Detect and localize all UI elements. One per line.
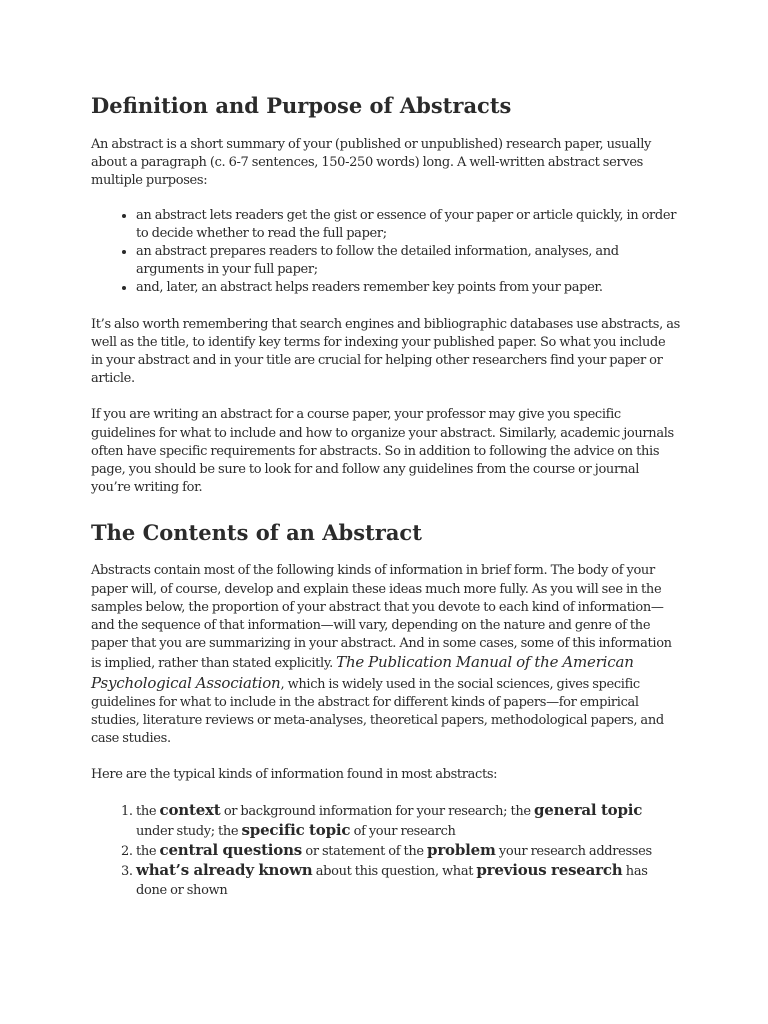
list-text: or statement of the — [302, 844, 428, 860]
section-heading-contents: The Contents of an Abstract — [91, 520, 422, 546]
key-term: general topic — [534, 800, 643, 819]
contents-text-part: , which is widely used in the social sciences, gives specific guidelines for what to include in the abstract for different kinds of papers—for empirical studies, literature reviews or meta-analyses, theoretical papers, methodological papers, and case studies. — [91, 676, 664, 747]
key-term: problem — [427, 841, 496, 860]
intro-paragraph: An abstract is a short summary of your (published or unpublished) research paper, usually about a paragraph (c. 6-7 sentences, 150-250 words) long. A well-written abstract serves multiple purposes: — [91, 137, 651, 189]
purpose-item: • and, later, an abstract helps readers remember key points from your paper. — [136, 279, 680, 297]
key-term: central questions — [159, 841, 303, 860]
list-text: or background information for your research; the — [220, 803, 535, 819]
list-text: your research addresses — [495, 844, 652, 860]
key-term: specific topic — [241, 820, 351, 839]
list-text: about this question, what — [312, 864, 477, 880]
key-term: what’s already known — [136, 861, 313, 880]
list-item-questions — [136, 841, 680, 861]
list-item-known — [136, 861, 680, 899]
list-text: of your research — [350, 823, 456, 839]
search-engines-paragraph: It’s also worth remembering that search engines and bibliographic databases use abstracts, as well as the title, to identify key terms for indexing your published paper. So what you include in your abstract and in your title are crucial for helping other researchers find your paper or article. — [91, 316, 680, 387]
contents-paragraph — [91, 562, 680, 748]
key-term: previous research — [476, 861, 623, 880]
typical-info-paragraph: Here are the typical kinds of information found in most abstracts: — [91, 767, 498, 783]
key-term: context — [159, 800, 221, 819]
purpose-item: • an abstract lets readers get the gist or essence of your paper or article quickly, in order to decide whether to read the full paper; — [136, 207, 680, 243]
purpose-item: • an abstract prepares readers to follow the detailed information, analyses, and arguments in your full paper; — [136, 243, 680, 279]
apa-manual-title: The Publication Manual of the American Psychological Association — [91, 653, 634, 692]
abstract-contents-list — [91, 801, 680, 900]
section-heading-definition: Definition and Purpose of Abstracts — [91, 93, 512, 118]
list-text: the — [136, 844, 160, 860]
purposes-list — [91, 207, 680, 298]
course-paper-paragraph: If you are writing an abstract for a course paper, your professor may give you specific guidelines for what to include and how to organize your abstract. Similarly, academic journals often have specific requirements for abstracts. So in addition to following the advice on this page, you should be sure to look for and follow any guidelines from the course or journal you’re writing for. — [91, 407, 674, 496]
list-text: under study; the — [136, 823, 242, 839]
list-text: has done or shown — [136, 864, 648, 898]
list-item-context — [136, 801, 680, 841]
contents-text-part: Abstracts contain most of the following kinds of information in brief form. The body of your paper will, of course, develop and explain these ideas much more fully. As you will see in the samples below, the proportion of your abstract that you devote to each kind of information—and the sequence of that information—will vary, depending on the nature and genre of the paper that you are summarizing in your abstract. And in some cases, some of this information is implied, rather than stated explicitly. — [91, 563, 672, 672]
list-text: the — [136, 803, 160, 819]
